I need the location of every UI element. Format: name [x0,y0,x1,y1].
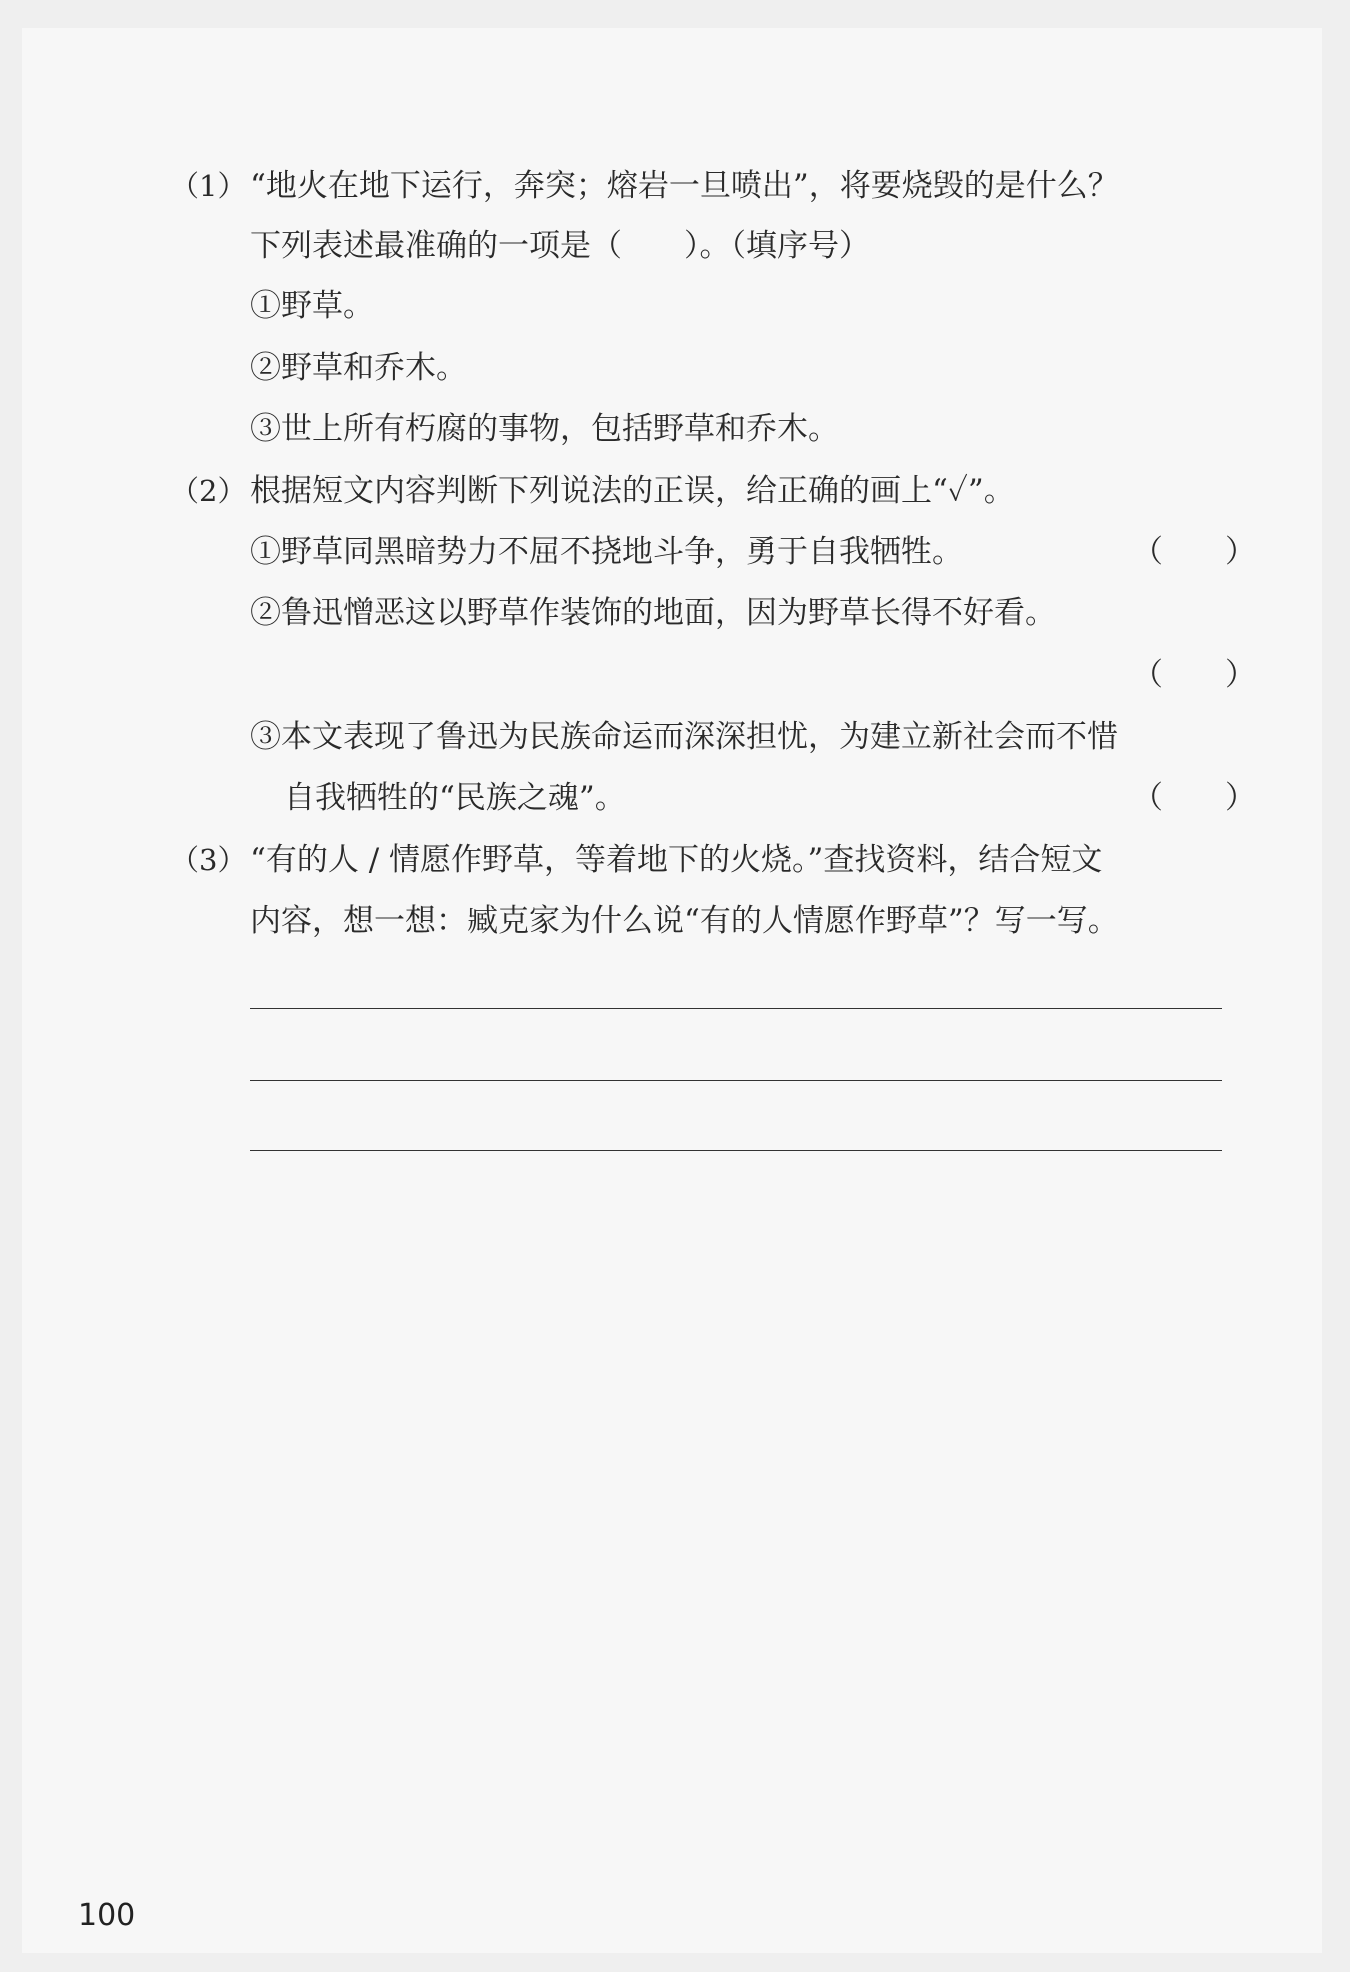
question-1-number: （1） [170,169,247,203]
question-2-answer-bracket-2[interactable]: （ ） [1132,657,1256,693]
question-2-statement-1: ①野草同黑暗势力不屈不挠地斗争，勇于自我牺牲。 [250,534,963,570]
question-2-statement-2: ②鲁迅憎恶这以野草作装饰的地面，因为野草长得不好看。 [250,595,1056,631]
question-2-statement-3-line-1: ③本文表现了鲁迅为民族命运而深深担忧，为建立新社会而不惜 [250,719,1118,755]
question-1-text-line-2: 下列表述最准确的一项是（ ）。（填序号） [250,228,870,264]
question-1-option-1: ①野草。 [250,288,374,324]
question-1-option-2: ②野草和乔木。 [250,350,467,386]
answer-line-1[interactable] [250,1008,1222,1009]
question-2-answer-bracket-1[interactable]: （ ） [1132,534,1256,570]
question-2-prompt: 根据短文内容判断下列说法的正误，给正确的画上“✓”。 [250,473,1015,509]
question-3-text-line-2: 内容，想一想：臧克家为什么说“有的人情愿作野草”？写一写。 [250,903,1119,939]
question-2-number: （2） [170,474,247,508]
question-1-option-3: ③世上所有朽腐的事物，包括野草和乔木。 [250,411,839,447]
question-1-text-line-1: “地火在地下运行，奔突；熔岩一旦喷出”，将要烧毁的是什么？ [250,168,1119,204]
page-number: 100 [78,1898,136,1933]
answer-line-3[interactable] [250,1150,1222,1151]
question-2-answer-bracket-3[interactable]: （ ） [1132,780,1256,816]
worksheet-page [22,28,1322,1953]
question-2-statement-3-line-2: 自我牺牲的“民族之魂”。 [284,780,626,816]
question-3-number: （3） [170,843,247,877]
question-3-text-line-1: “有的人 / 情愿作野草，等着地下的火烧。”查找资料，结合短文 [250,842,1103,878]
answer-line-2[interactable] [250,1080,1222,1081]
